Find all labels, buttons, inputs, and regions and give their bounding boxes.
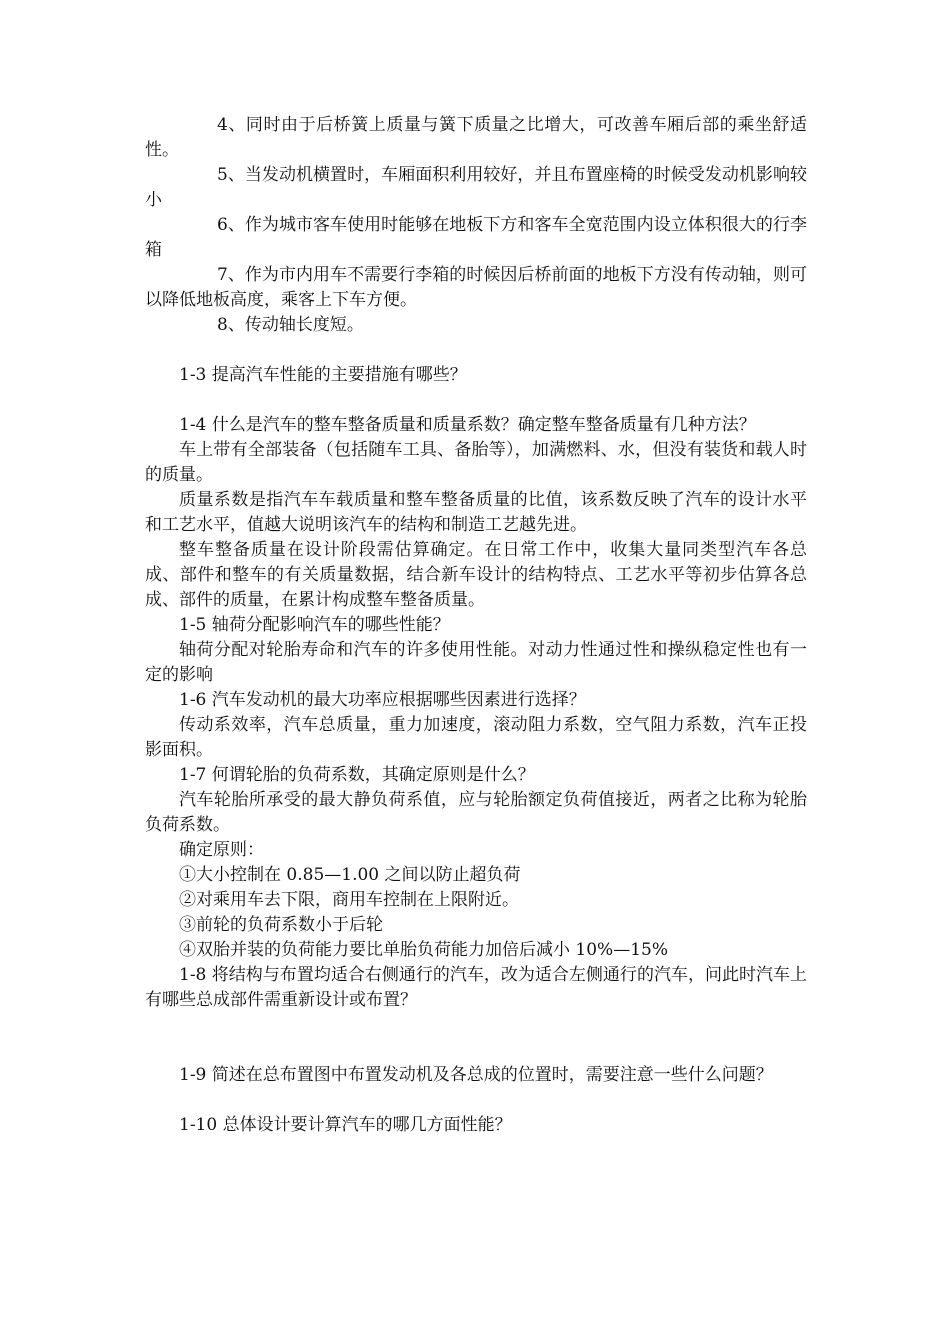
answer-1-7-definition: 汽车轮胎所承受的最大静负荷系值，应与轮胎额定负荷值接近，两者之比称为轮胎负荷系数。 [145,790,807,835]
question-1-9: 1-9 简述在总布置图中布置发动机及各总成的位置时，需要注意一些什么问题？ [179,1065,773,1085]
question-1-5: 1-5 轴荷分配影响汽车的哪些性能？ [179,615,450,635]
spacer [145,1013,807,1063]
spacer [145,388,807,413]
document-page [145,113,807,1138]
answer-1-4-method: 整车整备质量在设计阶段需估算确定。在日常工作中，收集大量同类型汽车各总成、部件和整车的有关质量数据，结合新车设计的结构特点、工艺水平等初步估算各总成、部件的质量，在累计构成整车整备质量。 [145,540,807,610]
answer-1-4-definition: 车上带有全部装备（包括随车工具、备胎等），加满燃料、水，但没有装货和载人时的质量。 [145,440,807,485]
answer-1-7-principle-2: ②对乘用车去下限，商用车控制在上限附近。 [179,890,519,910]
spacer [145,338,807,363]
question-1-8: 1-8 将结构与布置均适合右侧通行的汽车，改为适合左侧通行的汽车，问此时汽车上有哪些总成部件需重新设计或布置？ [145,965,807,1010]
paragraph-item-7: 7、作为市内用车不需要行李箱的时候因后桥前面的地板下方没有传动轴，则可以降低地板高度，乘客上下车方便。 [145,265,807,310]
answer-1-4-mass-coefficient: 质量系数是指汽车车载质量和整车整备质量的比值，该系数反映了汽车的设计水平和工艺水平，值越大说明该汽车的结构和制造工艺越先进。 [145,490,807,535]
question-1-7: 1-7 何谓轮胎的负荷系数，其确定原则是什么？ [179,765,535,785]
answer-1-7-principle-4: ④双胎并装的负荷能力要比单胎负荷能力加倍后减小 10%—15% [179,940,668,960]
paragraph-item-8: 8、传动轴长度短。 [217,315,364,335]
answer-1-6: 传动系效率，汽车总质量，重力加速度，滚动阻力系数，空气阻力系数，汽车正投影面积。 [145,715,807,760]
answer-1-5: 轴荷分配对轮胎寿命和汽车的许多使用性能。对动力性通过性和操纵稳定性也有一定的影响 [145,640,807,685]
question-1-4: 1-4 什么是汽车的整车整备质量和质量系数？确定整车整备质量有几种方法？ [179,415,756,435]
question-1-10: 1-10 总体设计要计算汽车的哪几方面性能？ [179,1115,512,1135]
answer-1-7-principle-3: ③前轮的负荷系数小于后轮 [179,915,383,935]
paragraph-item-5: 5、当发动机横置时，车厢面积利用较好，并且布置座椅的时候受发动机影响较小 [145,165,807,210]
question-1-3: 1-3 提高汽车性能的主要措施有哪些？ [179,365,467,385]
paragraph-item-6: 6、作为城市客车使用时能够在地板下方和客车全宽范围内设立体积很大的行李箱 [145,215,807,260]
paragraph-item-4: 4、同时由于后桥簧上质量与簧下质量之比增大，可改善车厢后部的乘坐舒适性。 [145,115,807,160]
question-1-6: 1-6 汽车发动机的最大功率应根据哪些因素进行选择？ [179,690,586,710]
answer-1-7-principles-heading: 确定原则： [179,840,264,860]
answer-1-7-principle-1: ①大小控制在 0.85—1.00 之间以防止超负荷 [179,865,521,885]
spacer [145,1088,807,1113]
